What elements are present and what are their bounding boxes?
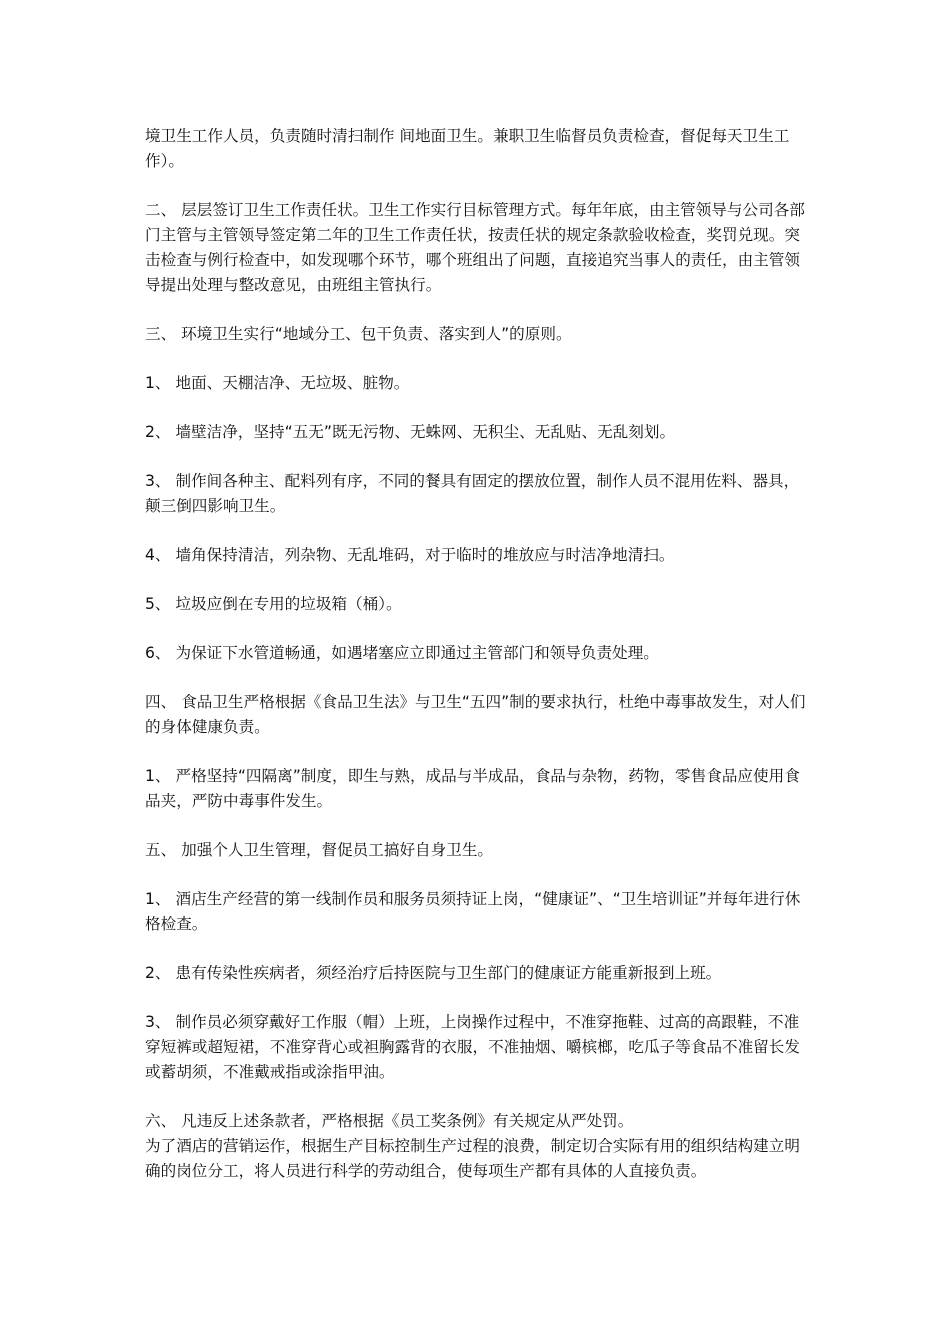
document-body <box>145 124 811 1184</box>
paragraph-item-5-3: 3、 制作员必须穿戴好工作服（帽）上班，上岗操作过程中，不准穿拖鞋、过高的高跟鞋，不准穿短裤或超短裙，不准穿背心或袒胸露背的衣服，不准抽烟、嚼槟榔，吃瓜子等食品不准留长发或蓄胡须，不准戴戒指或涂指甲油。 <box>145 1013 800 1081</box>
paragraph-section-5: 五、 加强个人卫生管理，督促员工搞好自身卫生。 <box>145 841 494 859</box>
paragraph-item-4-1: 1、 严格坚持“四隔离”制度，即生与熟，成品与半成品，食品与杂物，药物，零售食品应使用食品夹，严防中毒事件发生。 <box>145 767 800 810</box>
paragraph-item-3-4: 4、 墙角保持清洁，列杂物、无乱堆码，对于临时的堆放应与时洁净地清扫。 <box>145 546 675 564</box>
paragraph-section-6: 六、 凡违反上述条款者，严格根据《员工奖条例》有关规定从严处罚。 <box>145 1112 634 1130</box>
paragraph-item-3-3: 3、 制作间各种主、配料列有序，不同的餐具有固定的摆放位置，制作人员不混用佐料、器具，颠三倒四影响卫生。 <box>145 472 800 515</box>
paragraph-section-3: 三、 环境卫生实行“地域分工、包干负责、落实到人”的原则。 <box>145 325 572 343</box>
paragraph-item-3-2: 2、 墙壁洁净，坚持“五无”既无污物、无蛛网、无积尘、无乱贴、无乱刻划。 <box>145 423 676 441</box>
paragraph-item-3-6: 6、 为保证下水管道畅通，如遇堵塞应立即通过主管部门和领导负责处理。 <box>145 644 659 662</box>
paragraph-item-5-2: 2、 患有传染性疾病者，须经治疗后持医院与卫生部门的健康证方能重新报到上班。 <box>145 964 722 982</box>
paragraph-item-3-1: 1、 地面、天棚洁净、无垃圾、脏物。 <box>145 374 410 392</box>
paragraph-item-3-5: 5、 垃圾应倒在专用的垃圾箱（桶）。 <box>145 595 402 613</box>
paragraph-section-2: 二、 层层签订卫生工作责任状。卫生工作实行目标管理方式。每年年底，由主管领导与公司各部门主管与主管领导签定第二年的卫生工作责任状，按责任状的规定条款验收检查，奖罚兑现。突击检查与例行检查中，如发现哪个环节，哪个班组出了问题，直接追究当事人的责任，由主管领导提出处理与整改意见，由班组主管执行。 <box>145 201 805 294</box>
paragraph-item-5-1: 1、 酒店生产经营的第一线制作员和服务员须持证上岗，“健康证”、“卫生培训证”并每年进行休格检查。 <box>145 890 801 933</box>
paragraph-closing: 为了酒店的营销运作，根据生产目标控制生产过程的浪费，制定切合实际有用的组织结构建立明确的岗位分工，将人员进行科学的劳动组合，使每项生产都有具体的人直接负责。 <box>145 1137 800 1180</box>
paragraph-section-4: 四、 食品卫生严格根据《食品卫生法》与卫生“五四”制的要求执行，杜绝中毒事故发生，对人们的身体健康负责。 <box>145 693 806 736</box>
paragraph-hygiene-staff: 境卫生工作人员，负责随时清扫制作 间地面卫生。兼职卫生临督员负责检查，督促每天卫生工作）。 <box>145 127 790 170</box>
